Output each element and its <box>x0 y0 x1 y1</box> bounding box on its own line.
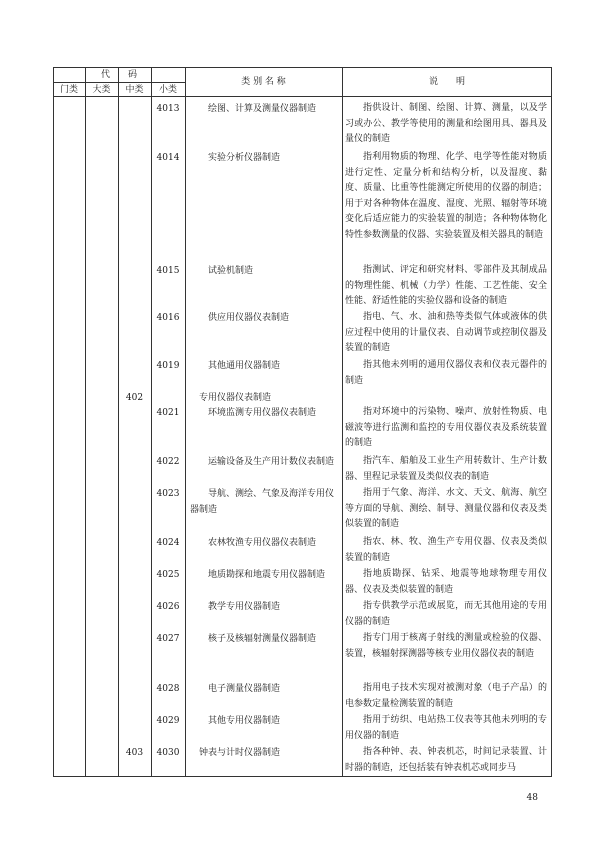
row-code-4015: 4015 <box>156 266 180 276</box>
row-code-4014: 4014 <box>156 153 180 163</box>
row-code-4016: 4016 <box>156 313 180 323</box>
header-name: 类 别 名 称 <box>241 77 286 87</box>
row-name-4016: 供应用仪器仪表制造 <box>208 313 290 323</box>
col-divider <box>342 67 343 777</box>
col-divider <box>185 67 186 777</box>
row-code-4024: 4024 <box>156 538 180 548</box>
col-divider <box>151 67 152 777</box>
col-divider <box>118 67 119 777</box>
header-zhong: 中类 <box>125 85 144 95</box>
row-desc-4024: 指农、林、牧、渔生产专用仪器、仪表及类似装置的制造 <box>345 537 547 563</box>
row-name-4024: 农林牧渔专用仪器仪表制造 <box>208 538 317 548</box>
row-name-4029: 其他专用仪器制造 <box>208 716 281 726</box>
row-desc-4014: 指利用物质的物理、化学、电学等性能对物质进行定性、定量分析和结构分析，以及湿度、黏度、质量、比重等性能测定所使用的仪器的制造；用于对各种物体在温度、湿度、光照、辐射等环境变化后适应能力的实验装置的制造；各种物体物化特性参数测量的仪器、实验装置及相关器具的制造 <box>345 152 547 240</box>
row-desc-4027: 指专门用于核离子射线的测量或检验的仪器、装置，核辐射探测器等核专业用仪器仪表的制造 <box>345 633 547 659</box>
header-da: 大类 <box>92 85 111 95</box>
row-desc-4028: 指用电子技术实现对被测对象（电子产品）的电参数定量检测装置的制造 <box>345 683 547 709</box>
row-name-4023: 导航、测绘、气象及海洋专用仪器制造 <box>190 489 335 515</box>
row-desc-4026: 指专供教学示范或展览，而无其他用途的专用仪器的制造 <box>345 601 547 627</box>
row-code-4030: 4030 <box>156 748 180 758</box>
row-code-4022: 4022 <box>156 457 180 467</box>
row-name-4019: 其他通用仪器制造 <box>208 361 281 371</box>
header-men: 门类 <box>59 85 78 95</box>
row-code-4023: 4023 <box>156 489 180 499</box>
row-desc-4016: 指电、气、水、油和热等类似气体或液体的供应过程中使用的计量仪表、自动调节或控制仪器及装置的制造 <box>345 312 547 353</box>
col-divider <box>85 67 86 777</box>
row-name-4015: 试验机制造 <box>208 266 254 276</box>
row-desc-4013: 指供设计、制图、绘图、计算、测量，以及学习或办公、教学等使用的测量和绘图用具、器具及量仪的制造 <box>345 103 547 144</box>
row-code-4029: 4029 <box>156 716 180 726</box>
header-code: 代 码 <box>100 70 137 80</box>
row-code-4026: 4026 <box>156 602 180 612</box>
header-bottom <box>53 96 552 97</box>
row-code-4021: 4021 <box>156 408 180 418</box>
row-name-4030: 钟表与计时仪器制造 <box>199 748 281 758</box>
row-name-4021: 环境监测专用仪器仪表制造 <box>208 408 317 418</box>
header-desc: 说 明 <box>428 77 465 87</box>
header-xiao: 小类 <box>158 85 177 95</box>
row-code-4027: 4027 <box>156 634 180 644</box>
header-divider <box>53 82 185 83</box>
row-name-4014: 实验分析仪器制造 <box>208 153 281 163</box>
row-name-4027: 核子及核辐射测量仪器制造 <box>208 634 317 644</box>
row-desc-4022: 指汽车、船舶及工业生产用转数计、生产计数器、里程记录装置及类似仪表的制造 <box>345 456 547 482</box>
row-name-402: 专用仪器仪表制造 <box>199 393 272 403</box>
row-name-4028: 电子测量仪器制造 <box>208 684 281 694</box>
row-desc-4023: 指用于气象、海洋、水文、天文、航海、航空等方面的导航、测绘、制导、测量仪器和仪表及类似装置的制造 <box>345 488 547 529</box>
row-code-403: 403 <box>125 748 144 758</box>
row-code-4025: 4025 <box>156 570 180 580</box>
row-desc-4019: 指其他未列明的通用仪器仪表和仪表元器件的制造 <box>345 360 547 386</box>
row-name-4013: 绘图、计算及测量仪器制造 <box>208 104 317 114</box>
row-code-402: 402 <box>125 393 144 403</box>
row-name-4022: 运输设备及生产用计数仪表制造 <box>208 457 335 467</box>
row-code-4013: 4013 <box>156 104 180 114</box>
row-desc-4029: 指用于纺织、电站热工仪表等其他未列明的专用仪器的制造 <box>345 715 547 741</box>
row-code-4019: 4019 <box>156 361 180 371</box>
row-name-4026: 教学专用仪器制造 <box>208 602 281 612</box>
row-name-4025: 地质勘探和地震专用仪器制造 <box>208 570 326 580</box>
row-desc-4021: 指对环境中的污染物、噪声、放射性物质、电磁波等进行监测和监控的专用仪器仪表及系统装置的制造 <box>345 407 547 448</box>
row-desc-4030: 指各种钟、表、钟表机芯，时间记录装置、计时器的制造，还包括装有钟表机芯或同步马 <box>345 747 547 773</box>
row-code-4028: 4028 <box>156 684 180 694</box>
page-number: 48 <box>526 793 538 803</box>
row-desc-4015: 指测试、评定和研究材料、零部件及其制成品的物理性能、机械（力学）性能、工艺性能、安全性能、舒适性能的实验仪器和设备的制造 <box>345 265 547 306</box>
row-desc-4025: 指地质勘探、钻采、地震等地球物理专用仪器、仪表及类似装置的制造 <box>345 569 547 595</box>
